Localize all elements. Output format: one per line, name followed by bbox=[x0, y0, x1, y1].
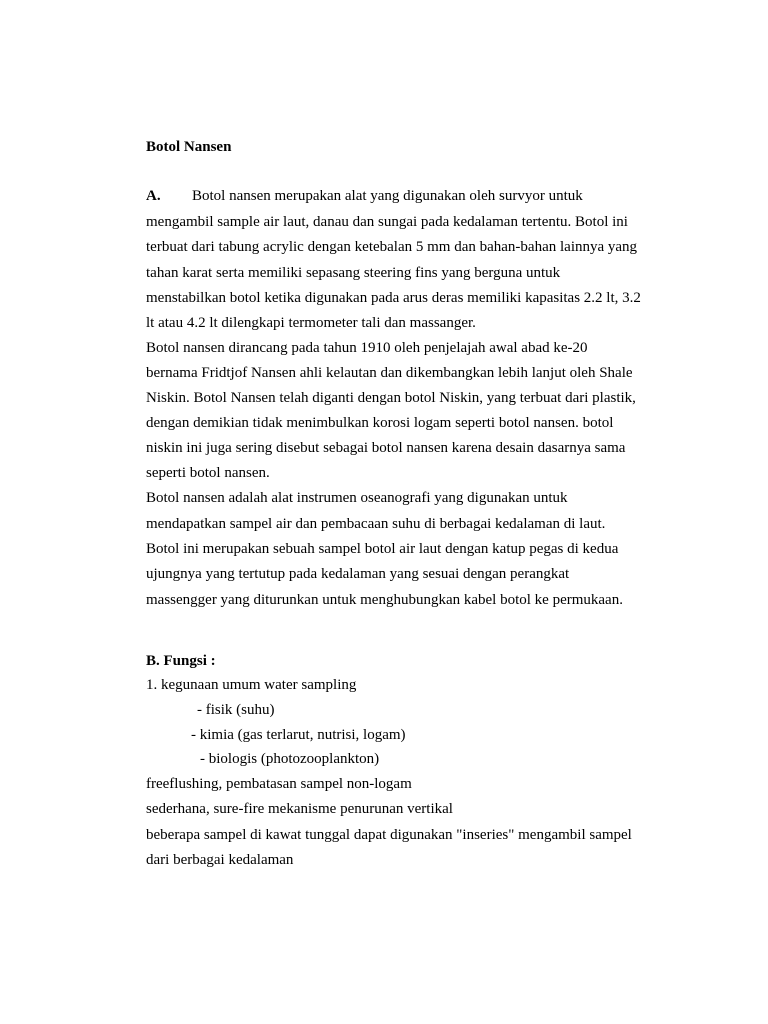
section-b-heading: B. Fungsi : bbox=[146, 653, 216, 669]
paragraph-line: freeflushing, pembatasan sampel non-logam bbox=[146, 776, 412, 792]
list-subitem: - fisik (suhu) bbox=[197, 702, 275, 718]
paragraph-line: menstabilkan botol ketika digunakan pada arus deras memiliki kapasitas 2.2 lt, 3.2 bbox=[146, 290, 641, 306]
paragraph-line: Niskin. Botol Nansen telah diganti dengan botol Niskin, yang terbuat dari plastik, bbox=[146, 390, 636, 406]
paragraph-line: Botol ini merupakan sebuah sampel botol air laut dengan katup pegas di kedua bbox=[146, 541, 619, 557]
paragraph-line: dari berbagai kedalaman bbox=[146, 852, 294, 868]
paragraph-line: sederhana, sure-fire mekanisme penurunan vertikal bbox=[146, 801, 453, 817]
paragraph-line: bernama Fridtjof Nansen ahli kelautan dan dikembangkan lebih lanjut oleh Shale bbox=[146, 365, 633, 381]
paragraph-line: mendapatkan sampel air dan pembacaan suhu di berbagai kedalaman di laut. bbox=[146, 516, 606, 532]
document-title: Botol Nansen bbox=[146, 139, 232, 155]
paragraph-line: niskin ini juga sering disebut sebagai botol nansen karena desain dasarnya sama bbox=[146, 440, 626, 456]
section-a-letter: A. bbox=[146, 188, 161, 204]
paragraph-line: lt atau 4.2 lt dilengkapi termometer tali dan massanger. bbox=[146, 315, 476, 331]
list-subitem: - kimia (gas terlarut, nutrisi, logam) bbox=[191, 727, 406, 743]
list-item: 1. kegunaan umum water sampling bbox=[146, 677, 357, 693]
paragraph-line: tahan karat serta memiliki sepasang steering fins yang berguna untuk bbox=[146, 265, 561, 281]
paragraph-line: Botol nansen adalah alat instrumen oseanografi yang digunakan untuk bbox=[146, 490, 568, 506]
paragraph-line: seperti botol nansen. bbox=[146, 465, 270, 481]
paragraph-line: beberapa sampel di kawat tunggal dapat digunakan "inseries" mengambil sampel bbox=[146, 827, 632, 843]
paragraph-line: mengambil sample air laut, danau dan sungai pada kedalaman tertentu. Botol ini bbox=[146, 214, 628, 230]
paragraph-line: massengger yang diturunkan untuk menghubungkan kabel botol ke permukaan. bbox=[146, 592, 623, 608]
section-a-first-line: A. Botol nansen merupakan alat yang digunakan oleh survyor untuk bbox=[146, 188, 583, 204]
list-subitem: - biologis (photozooplankton) bbox=[200, 751, 380, 767]
paragraph-line: terbuat dari tabung acrylic dengan ketebalan 5 mm dan bahan-bahan lainnya yang bbox=[146, 239, 638, 255]
paragraph-line: ujungnya yang tertutup pada kedalaman yang sesuai dengan perangkat bbox=[146, 566, 570, 582]
paragraph-line: Botol nansen dirancang pada tahun 1910 oleh penjelajah awal abad ke-20 bbox=[146, 340, 588, 356]
paragraph-line: dengan demikian tidak menimbulkan korosi logam seperti botol nansen. botol bbox=[146, 415, 614, 431]
